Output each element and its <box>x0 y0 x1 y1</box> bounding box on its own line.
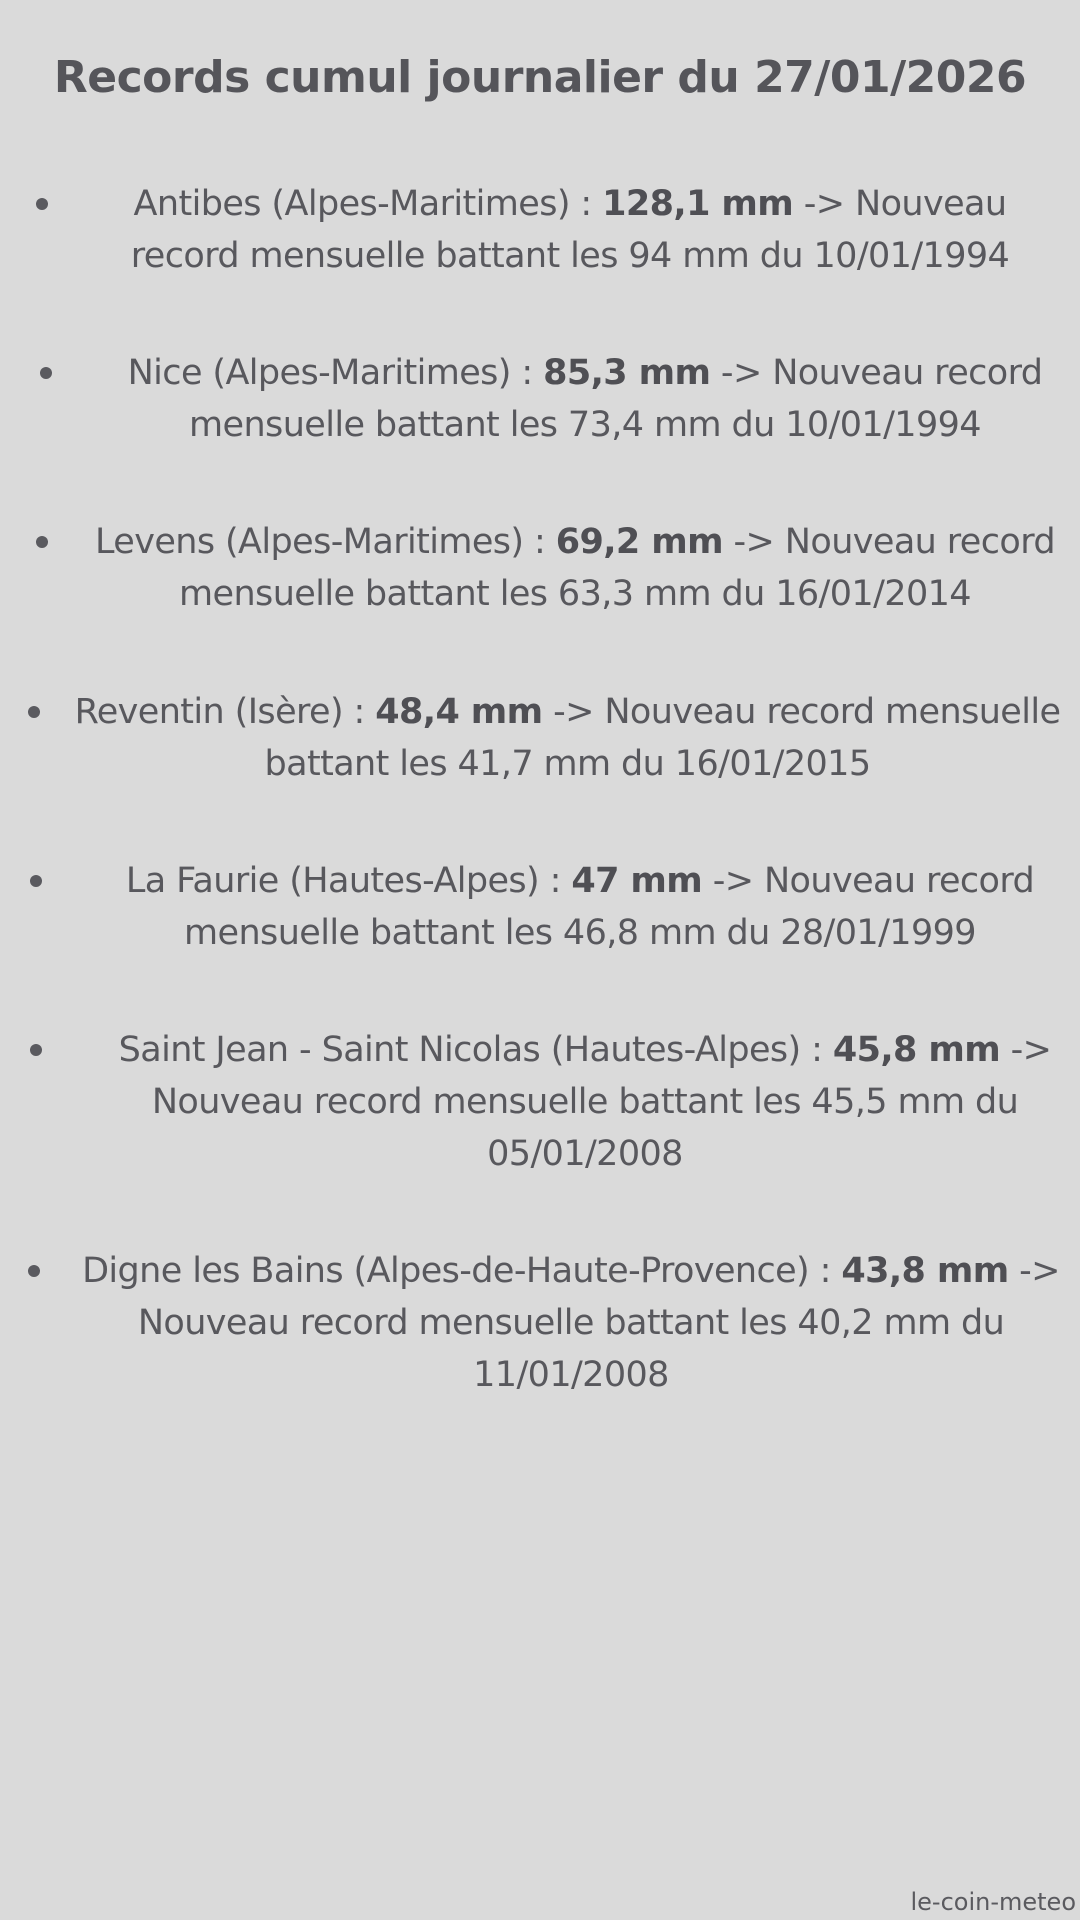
station-name: Digne les Bains (Alpes-de-Haute-Provence) : <box>82 1251 842 1291</box>
rainfall-value: 45,8 mm <box>832 1030 1001 1070</box>
record-text <box>13 686 1068 790</box>
record-text <box>14 1245 1066 1401</box>
site-credit: le-coin-meteo <box>910 1888 1076 1916</box>
bullet-icon <box>28 1265 40 1277</box>
station-name: Saint Jean - Saint Nicolas (Hautes-Alpes) : <box>118 1030 833 1070</box>
record-text <box>15 178 1065 282</box>
rainfall-value: 69,2 mm <box>555 522 723 562</box>
rainfall-value: 48,4 mm <box>375 692 543 732</box>
record-detail: -> Nouveau record mensuelle battant les 73,4 mm du 10/01/1994 <box>189 353 1043 445</box>
record-detail: -> Nouveau record mensuelle battant les 45,5 mm du 05/01/2008 <box>151 1030 1052 1174</box>
record-text <box>20 855 1060 959</box>
station-name: La Faurie (Hautes-Alpes) : <box>125 861 572 901</box>
record-detail: -> Nouveau record mensuelle battant les 40,2 mm du 11/01/2008 <box>137 1251 1060 1395</box>
bullet-icon <box>30 1044 42 1056</box>
list-item <box>0 516 1080 620</box>
record-detail: -> Nouveau record mensuelle battant les 41,7 mm du 16/01/2015 <box>264 692 1061 784</box>
list-item <box>0 855 1080 959</box>
rainfall-value: 85,3 mm <box>543 353 711 393</box>
station-name: Nice (Alpes-Maritimes) : <box>127 353 544 393</box>
record-text <box>15 516 1065 620</box>
record-detail: -> Nouveau record mensuelle battant les 94 mm du 10/01/1994 <box>130 184 1010 276</box>
bullet-icon <box>36 198 48 210</box>
station-name: Antibes (Alpes-Maritimes) : <box>133 184 603 224</box>
record-detail: -> Nouveau record mensuelle battant les 63,3 mm du 16/01/2014 <box>179 522 1055 614</box>
page-title: Records cumul journalier du 27/01/2026 <box>53 52 1027 103</box>
rainfall-value: 43,8 mm <box>841 1251 1009 1291</box>
record-detail: -> Nouveau record mensuelle battant les 46,8 mm du 28/01/1999 <box>184 861 1035 953</box>
bullet-icon <box>28 706 40 718</box>
list-item <box>0 1245 1080 1401</box>
bullet-icon <box>36 536 48 548</box>
rainfall-value: 47 mm <box>571 861 703 901</box>
station-name: Levens (Alpes-Maritimes) : <box>95 522 556 562</box>
list-item <box>0 1024 1080 1180</box>
list-item <box>0 347 1080 451</box>
rainfall-value: 128,1 mm <box>602 184 794 224</box>
record-text <box>20 1024 1060 1180</box>
bullet-icon <box>40 367 52 379</box>
bullet-icon <box>30 875 42 887</box>
list-item <box>0 178 1080 282</box>
station-name: Reventin (Isère) : <box>74 692 376 732</box>
record-text <box>20 347 1060 451</box>
list-item <box>0 686 1080 790</box>
